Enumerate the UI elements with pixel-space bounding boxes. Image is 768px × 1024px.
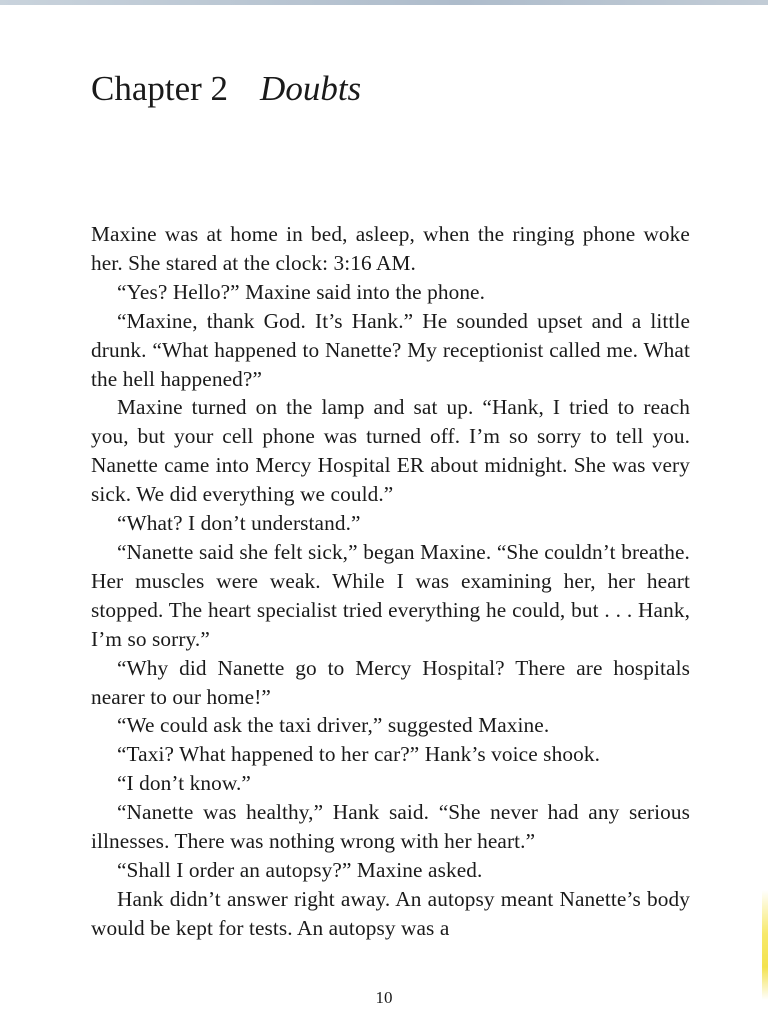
paragraph: “Yes? Hello?” Maxine said into the phone. bbox=[117, 279, 486, 304]
paragraph: “Maxine, thank God. It’s Hank.” He sounded upset and a little drunk. “What happened to Nanette? My receptionist called me. What the hell happened?” bbox=[91, 308, 690, 391]
paragraph: Hank didn’t answer right away. An autopsy meant Nanette’s body would be kept for tests. An autopsy was a bbox=[91, 886, 690, 940]
paragraph: Maxine was at home in bed, asleep, when the ringing phone woke her. She stared at the clock: 3:16 AM. bbox=[91, 222, 690, 275]
paragraph: “Nanette said she felt sick,” began Maxine. “She couldn’t breathe. Her muscles were weak. While I was examining her, her heart stopped. The heart specialist tried everything he could, but . . . Hank, I’m so sorry.” bbox=[91, 539, 690, 651]
page-top-edge bbox=[0, 0, 768, 5]
paragraph: Maxine turned on the lamp and sat up. “Hank, I tried to reach you, but your cell phone was turned off. I’m so sorry to tell you. Nanette came into Mercy Hospital ER about midnight. She was very sick. We did everything we could.” bbox=[91, 395, 690, 507]
paragraph: “We could ask the taxi driver,” suggested Maxine. bbox=[117, 713, 550, 738]
paragraph: “Why did Nanette go to Mercy Hospital? There are hospitals nearer to our home!” bbox=[91, 655, 690, 709]
chapter-subtitle: Doubts bbox=[260, 69, 362, 108]
chapter-label: Chapter 2 bbox=[91, 69, 229, 108]
paragraph: “Nanette was healthy,” Hank said. “She never had any serious illnesses. There was nothing wrong with her heart.” bbox=[91, 800, 690, 854]
chapter-heading bbox=[91, 64, 361, 114]
page-right-edge-highlight bbox=[762, 890, 768, 1000]
paragraph: “Taxi? What happened to her car?” Hank’s voice shook. bbox=[117, 742, 600, 767]
chapter-body bbox=[91, 220, 690, 943]
paragraph: “I don’t know.” bbox=[117, 771, 251, 796]
page-number: 10 bbox=[375, 988, 393, 1007]
paragraph: “Shall I order an autopsy?” Maxine asked. bbox=[117, 857, 483, 882]
paragraph: “What? I don’t understand.” bbox=[117, 511, 361, 536]
